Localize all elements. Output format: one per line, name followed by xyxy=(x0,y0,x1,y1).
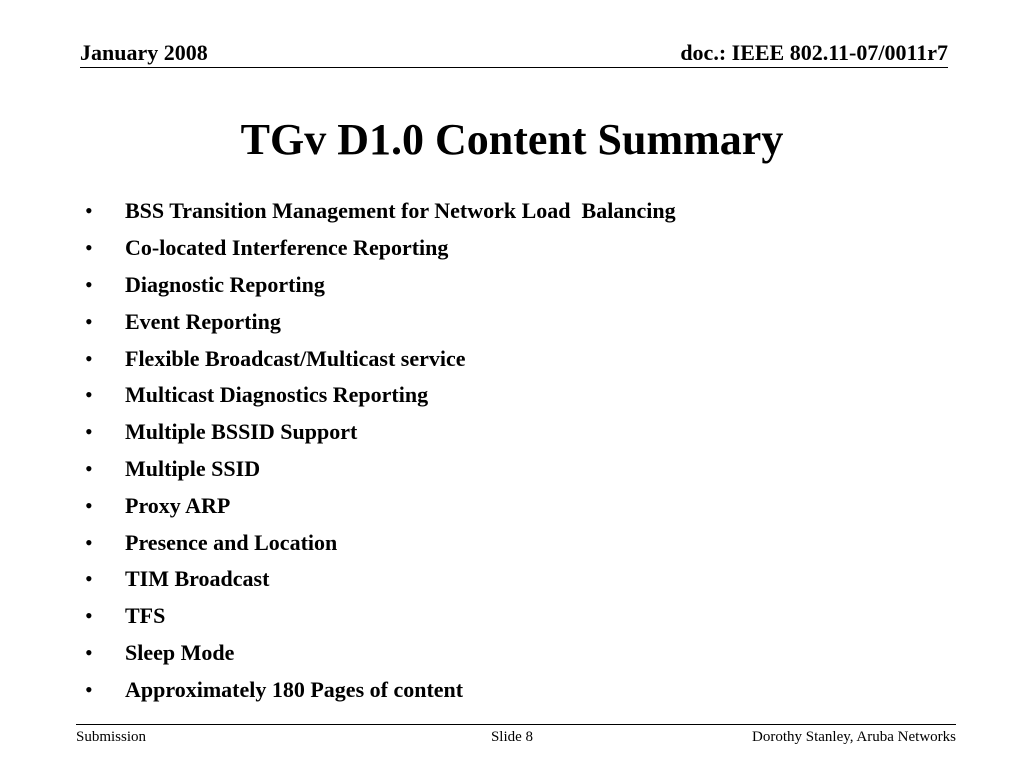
bullet-icon: • xyxy=(85,455,93,481)
bullet-text: Flexible Broadcast/Multicast service xyxy=(125,345,466,371)
bullet-text: BSS Transition Management for Network Load Balancing xyxy=(125,198,676,224)
bullet-list xyxy=(85,193,676,708)
bullet-text: Multicast Diagnostics Reporting xyxy=(125,382,429,408)
bullet-item xyxy=(85,193,676,230)
bullet-icon: • xyxy=(85,382,93,408)
bullet-item xyxy=(85,671,676,708)
bullet-text: TFS xyxy=(125,603,166,629)
bullet-item xyxy=(85,267,676,304)
bullet-icon: • xyxy=(85,235,93,261)
bullet-text: Sleep Mode xyxy=(125,639,235,665)
header-date: January 2008 xyxy=(80,40,208,65)
footer-author: Dorothy Stanley, Aruba Networks xyxy=(752,729,956,745)
footer-divider xyxy=(76,724,956,725)
header-divider xyxy=(80,67,948,68)
bullet-icon: • xyxy=(85,566,93,592)
bullet-icon: • xyxy=(85,492,93,518)
bullet-item xyxy=(85,340,676,377)
bullet-item xyxy=(85,561,676,598)
bullet-icon: • xyxy=(85,198,93,224)
footer-slide-number: Slide 8 xyxy=(490,729,534,745)
bullet-icon: • xyxy=(85,676,93,702)
slide-title: TGv D1.0 Content Summary xyxy=(240,115,784,164)
bullet-text: Event Reporting xyxy=(125,308,281,334)
bullet-icon: • xyxy=(85,639,93,665)
bullet-item xyxy=(85,487,676,524)
bullet-text: Presence and Location xyxy=(125,529,338,555)
bullet-item xyxy=(85,451,676,488)
footer-submission: Submission xyxy=(76,729,147,745)
bullet-icon: • xyxy=(85,419,93,445)
header-doc-id: doc.: IEEE 802.11-07/0011r7 xyxy=(680,40,948,65)
bullet-icon: • xyxy=(85,271,93,297)
bullet-item xyxy=(85,524,676,561)
bullet-text: TIM Broadcast xyxy=(125,566,270,592)
bullet-item xyxy=(85,598,676,635)
bullet-text: Proxy ARP xyxy=(125,492,231,518)
bullet-item xyxy=(85,635,676,672)
bullet-item xyxy=(85,414,676,451)
bullet-text: Co-located Interference Reporting xyxy=(125,235,449,261)
bullet-icon: • xyxy=(85,345,93,371)
bullet-text: Multiple SSID xyxy=(125,455,261,481)
bullet-item xyxy=(85,303,676,340)
bullet-icon: • xyxy=(85,308,93,334)
bullet-text: Diagnostic Reporting xyxy=(125,271,325,297)
bullet-text: Approximately 180 Pages of content xyxy=(125,676,464,702)
bullet-text: Multiple BSSID Support xyxy=(125,419,358,445)
bullet-item xyxy=(85,230,676,267)
bullet-icon: • xyxy=(85,529,93,555)
bullet-item xyxy=(85,377,676,414)
bullet-icon: • xyxy=(85,603,93,629)
